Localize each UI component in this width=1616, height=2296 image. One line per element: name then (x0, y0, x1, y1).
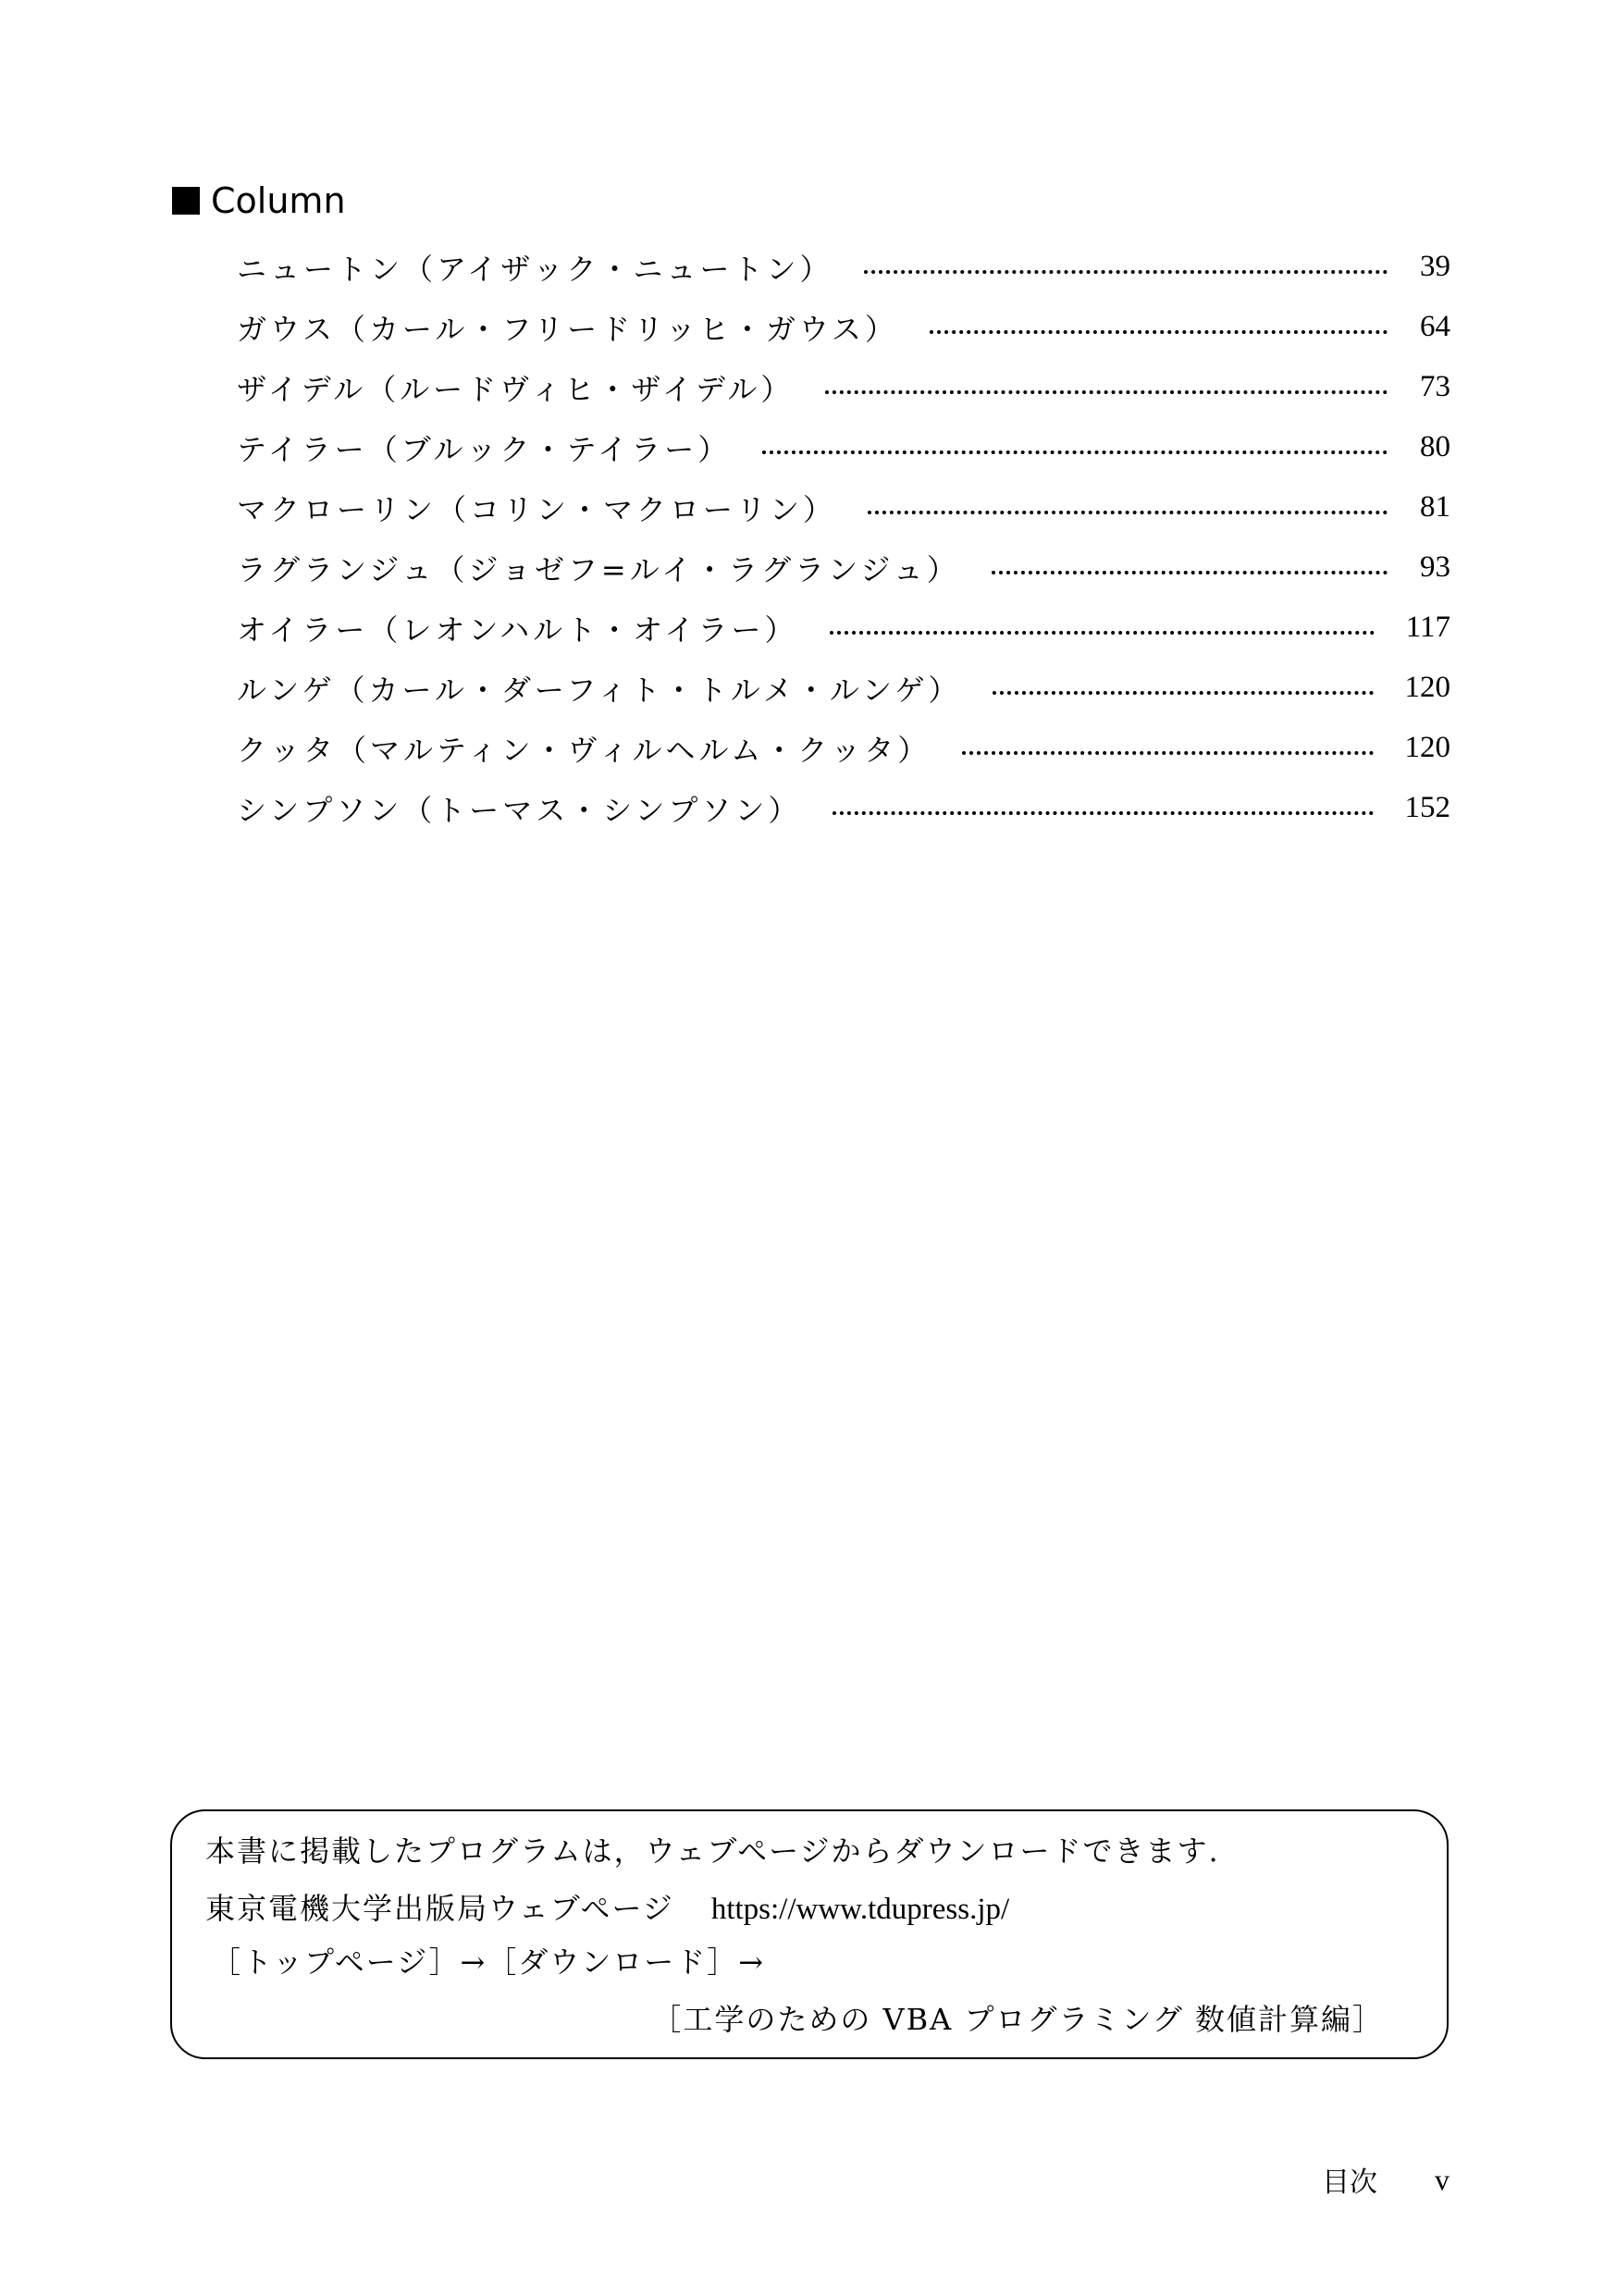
dot-leader (864, 270, 1388, 274)
notice-publisher-line (205, 1885, 1009, 1928)
black-square-icon (172, 187, 200, 215)
dot-leader (762, 451, 1388, 454)
toc-entry[interactable] (237, 537, 1450, 598)
toc-entry-page: 73 (1420, 370, 1450, 403)
toc-entry-title: クッタ（マルティン・ヴィルヘルム・クッタ） (237, 732, 931, 768)
toc-entry[interactable] (237, 417, 1450, 477)
toc-entry-page: 120 (1404, 671, 1450, 704)
toc-entry-title: ガウス（カール・フリードリッヒ・ガウス） (237, 311, 898, 347)
column-heading-text: Column (211, 180, 346, 221)
toc-entry[interactable] (237, 718, 1450, 778)
dot-leader (930, 330, 1388, 334)
dot-leader (830, 631, 1375, 635)
toc-entry[interactable] (237, 357, 1450, 417)
toc-entry-page: 64 (1420, 310, 1450, 343)
toc-entry-page: 120 (1404, 731, 1450, 764)
dot-leader (825, 390, 1388, 394)
dot-leader (868, 511, 1388, 514)
toc-entry[interactable] (237, 297, 1450, 357)
dot-leader (833, 811, 1373, 815)
toc-entry-title: シンプソン（トーマス・シンプソン） (237, 792, 802, 828)
column-heading (172, 178, 346, 224)
toc-entry-page: 81 (1420, 490, 1450, 524)
toc-entry[interactable] (237, 658, 1450, 718)
notice-publisher-name: 東京電機大学出版局ウェブページ (205, 1891, 674, 1926)
notice-navigation-path: ［トップページ］→［ダウンロード］→ (211, 1944, 766, 1980)
toc-entry-page: 80 (1420, 430, 1450, 463)
column-toc-list (237, 237, 1450, 838)
toc-entry-page: 39 (1420, 250, 1450, 283)
toc-entry-page: 117 (1405, 611, 1450, 644)
toc-entry-page: 93 (1420, 550, 1450, 584)
dot-leader (962, 751, 1373, 755)
toc-entry-title: ルンゲ（カール・ダーフィト・トルメ・ルンゲ） (237, 672, 962, 708)
toc-entry-title: ニュートン（アイザック・ニュートン） (237, 251, 833, 287)
notice-download-text: 本書に掲載したプログラムは，ウェブページからダウンロードできます. (205, 1833, 1220, 1869)
download-notice-box (170, 1809, 1449, 2059)
page-number: v (1435, 2162, 1449, 2196)
toc-entry-title: オイラー（レオンハルト・オイラー） (237, 611, 798, 648)
footer-section-label: 目次 (1322, 2166, 1377, 2199)
toc-entry-title: ザイデル（ルードヴィヒ・ザイデル） (237, 371, 795, 407)
publisher-url-link[interactable]: https://www.tdupress.jp/ (710, 1893, 1010, 1926)
toc-entry[interactable] (237, 778, 1450, 838)
toc-entry-title: テイラー（ブルック・テイラー） (237, 431, 732, 467)
notice-book-title: ［工学のための VBA プログラミング 数値計算編］ (651, 2002, 1384, 2037)
toc-entry-title: マクローリン（コリン・マクローリン） (237, 491, 837, 527)
toc-entry-page: 152 (1404, 791, 1450, 824)
toc-entry[interactable] (237, 237, 1450, 297)
dot-leader (992, 571, 1388, 574)
toc-entry[interactable] (237, 477, 1450, 537)
page-footer (1322, 2159, 1449, 2200)
toc-entry-title: ラグランジュ（ジョゼフ=ルイ・ラグランジュ） (237, 551, 960, 587)
dot-leader (993, 691, 1373, 695)
toc-entry[interactable] (237, 598, 1450, 658)
